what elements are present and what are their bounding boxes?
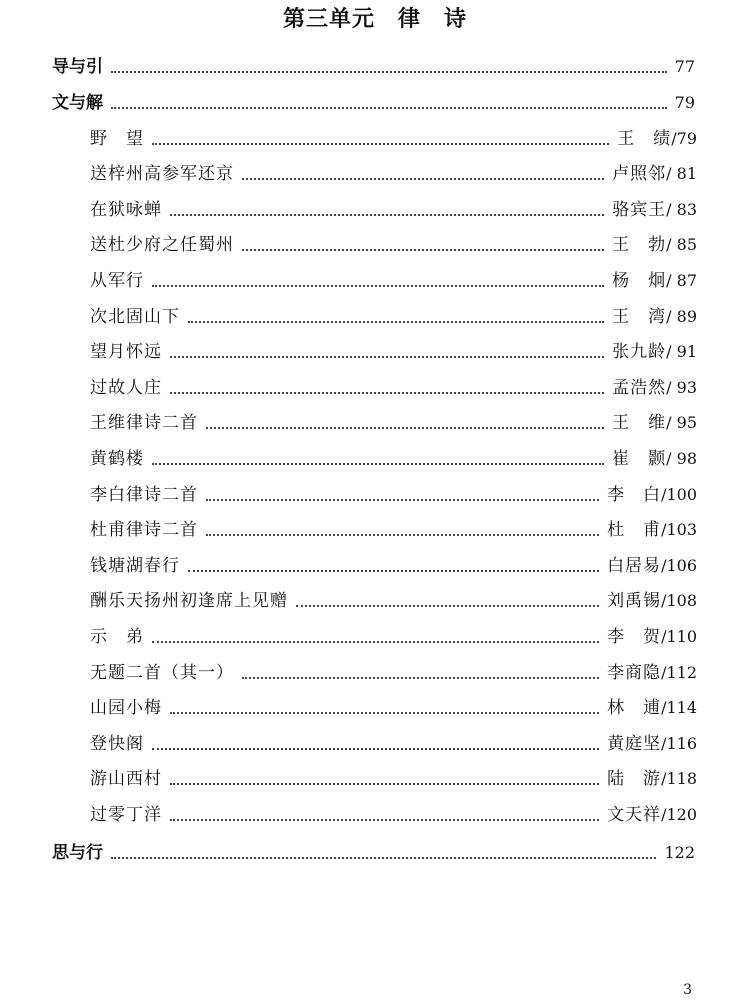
dot-leader	[242, 677, 599, 679]
entry-author: 骆宾王	[612, 200, 667, 220]
toc-entry[interactable]	[90, 588, 697, 614]
toc-entry[interactable]	[90, 268, 697, 294]
dot-leader	[152, 143, 609, 145]
entry-author: 卢照邻	[612, 164, 667, 184]
entry-page: /112	[661, 663, 697, 682]
entry-title: 钱塘湖春行	[90, 556, 180, 576]
entry-title: 过故人庄	[90, 378, 162, 398]
entry-page: / 98	[666, 449, 697, 468]
toc-entry[interactable]	[90, 695, 697, 721]
page-number: 79	[674, 93, 695, 112]
toc-section-reflection[interactable]	[52, 840, 695, 866]
page-folio: 3	[683, 982, 692, 998]
entry-author: 黄庭坚	[607, 734, 662, 754]
entry-page: /103	[661, 520, 697, 539]
entry-title: 杜甫律诗二首	[90, 520, 198, 540]
entry-title: 山园小梅	[90, 698, 162, 718]
dot-leader	[170, 712, 599, 714]
entry-title: 酬乐天扬州初逢席上见赠	[90, 591, 288, 611]
toc-entry[interactable]	[90, 446, 697, 472]
dot-leader	[170, 214, 604, 216]
dot-leader	[152, 748, 599, 750]
dot-leader	[188, 570, 599, 572]
toc-entry[interactable]	[90, 232, 697, 258]
entry-author: 杜 甫	[607, 520, 662, 540]
entry-page: /79	[671, 129, 697, 148]
toc-entry[interactable]	[90, 126, 697, 152]
toc-section-texts[interactable]	[52, 90, 695, 116]
toc-entry[interactable]	[90, 375, 697, 401]
entry-title: 次北固山下	[90, 307, 180, 327]
entry-author: 李商隐	[607, 663, 662, 683]
entry-page: /116	[661, 734, 697, 753]
entry-page: / 81	[666, 164, 697, 183]
dot-leader	[170, 819, 599, 821]
entry-author: 孟浩然	[612, 378, 667, 398]
entry-author: 王 维	[612, 413, 667, 433]
entry-title: 过零丁洋	[90, 805, 162, 825]
entry-page: / 87	[666, 271, 697, 290]
toc-entry[interactable]	[90, 731, 697, 757]
dot-leader	[152, 463, 604, 465]
entry-author: 白居易	[607, 556, 662, 576]
dot-leader	[188, 321, 604, 323]
page-number: 77	[674, 57, 695, 76]
entry-author: 王 绩	[617, 129, 672, 149]
entry-title: 送杜少府之任蜀州	[90, 235, 234, 255]
entry-title: 示 弟	[90, 627, 144, 647]
entry-page: / 83	[666, 200, 697, 219]
toc-entry[interactable]	[90, 660, 697, 686]
entry-title: 王维律诗二首	[90, 413, 198, 433]
entry-page: /120	[661, 805, 697, 824]
entry-author: 刘禹锡	[607, 591, 662, 611]
dot-leader	[170, 356, 604, 358]
section-label: 导与引	[52, 57, 103, 77]
entry-title: 黄鹤楼	[90, 449, 144, 469]
toc-entry[interactable]	[90, 553, 697, 579]
entry-title: 野 望	[90, 129, 144, 149]
toc-section-intro[interactable]	[52, 54, 695, 80]
section-label: 思与行	[52, 843, 103, 863]
dot-leader	[206, 534, 599, 536]
toc-entry[interactable]	[90, 482, 697, 508]
entry-page: /100	[661, 485, 697, 504]
dot-leader	[206, 427, 604, 429]
dot-leader	[206, 499, 599, 501]
toc-entry[interactable]	[90, 304, 697, 330]
entry-title: 望月怀远	[90, 342, 162, 362]
page-number: 122	[664, 843, 695, 862]
toc-entry[interactable]	[90, 624, 697, 650]
section-label: 文与解	[52, 93, 103, 113]
entry-page: / 93	[666, 378, 697, 397]
entry-page: / 89	[666, 307, 697, 326]
toc-entry[interactable]	[90, 197, 697, 223]
entry-author: 林 逋	[607, 698, 662, 718]
unit-title: 第三单元 律 诗	[282, 7, 467, 32]
entry-title: 从军行	[90, 271, 144, 291]
dot-leader	[170, 783, 599, 785]
dot-leader	[111, 107, 667, 109]
dot-leader	[152, 285, 604, 287]
entry-author: 陆 游	[607, 769, 662, 789]
toc-entry[interactable]	[90, 410, 697, 436]
entry-author: 杨 炯	[612, 271, 667, 291]
entry-author: 李 白	[607, 485, 662, 505]
entry-page: /106	[661, 556, 697, 575]
entry-author: 王 湾	[612, 307, 667, 327]
dot-leader	[242, 249, 604, 251]
toc-entry[interactable]	[90, 517, 697, 543]
entry-page: / 91	[666, 342, 697, 361]
entry-title: 登快阁	[90, 734, 144, 754]
entry-page: / 95	[666, 413, 697, 432]
dot-leader	[111, 857, 656, 859]
toc-entry[interactable]	[90, 339, 697, 365]
entry-page: /118	[661, 769, 697, 788]
toc-entry[interactable]	[90, 766, 697, 792]
entry-title: 送梓州高参军还京	[90, 164, 234, 184]
entry-page: /114	[661, 698, 697, 717]
dot-leader	[152, 641, 599, 643]
entry-title: 无题二首（其一）	[90, 663, 234, 683]
dot-leader	[111, 71, 667, 73]
entry-author: 王 勃	[612, 235, 667, 255]
entry-title: 在狱咏蝉	[90, 200, 162, 220]
dot-leader	[170, 392, 604, 394]
toc-entry[interactable]	[90, 802, 697, 828]
entry-page: /108	[661, 591, 697, 610]
entry-title: 李白律诗二首	[90, 485, 198, 505]
entry-page: / 85	[666, 235, 697, 254]
toc-entry[interactable]	[90, 161, 697, 187]
entry-author: 李 贺	[607, 627, 662, 647]
entry-author: 崔 颢	[612, 449, 667, 469]
dot-leader	[296, 605, 599, 607]
entry-page: /110	[661, 627, 697, 646]
entry-author: 张九龄	[612, 342, 667, 362]
dot-leader	[242, 178, 604, 180]
entry-title: 游山西村	[90, 769, 162, 789]
entry-author: 文天祥	[607, 805, 662, 825]
